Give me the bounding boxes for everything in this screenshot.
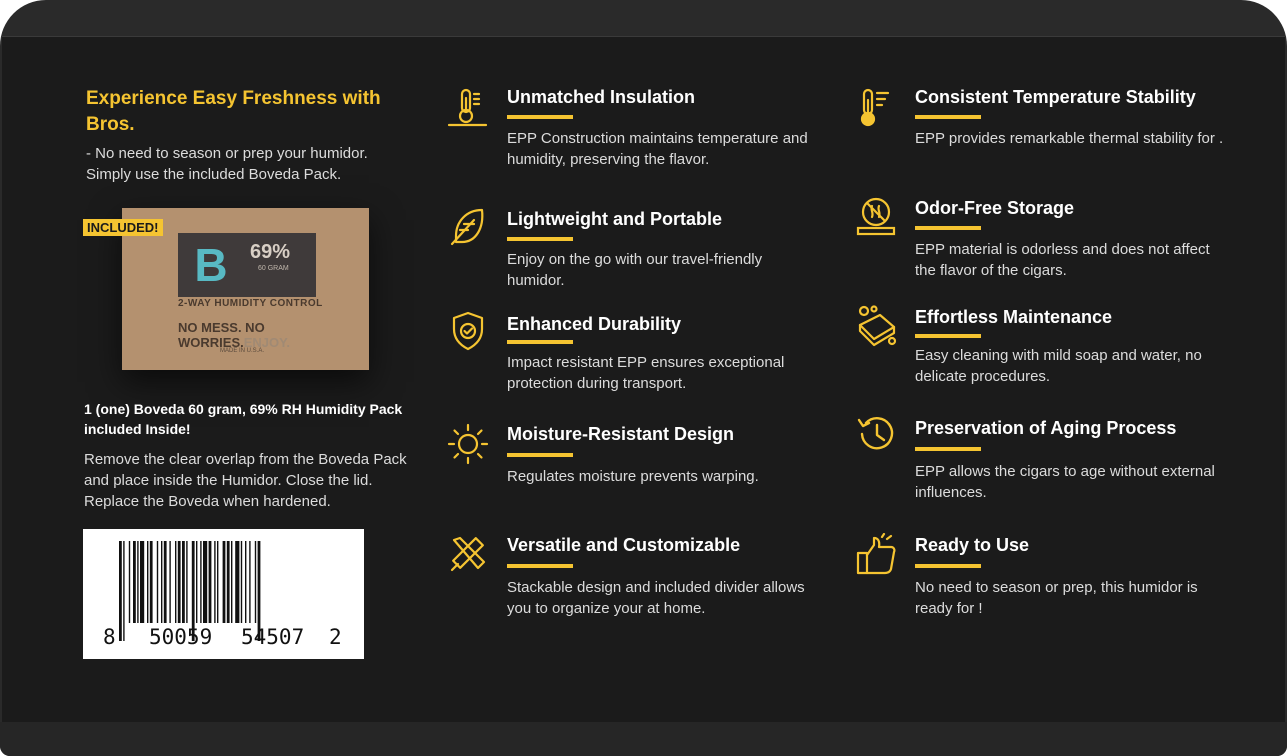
barcode-bar [223, 541, 226, 623]
barcode-bar [169, 541, 170, 623]
barcode-bar [217, 541, 218, 623]
thumbs-up-icon [854, 533, 898, 577]
left-title: Experience Easy Freshness with Bros. [86, 88, 381, 135]
barcode-bar [150, 541, 153, 623]
boveda-slogan [178, 320, 369, 350]
feature-desc: EPP provides remarkable thermal stability for . [915, 130, 1224, 147]
feature-desc: Enjoy on the go with our travel-friendly humidor. [507, 251, 763, 289]
ruler-pencil-icon [446, 532, 490, 576]
included-badge: INCLUDED! [83, 219, 163, 236]
feature-title: Moisture-Resistant Design [507, 424, 735, 444]
barcode-bar [241, 541, 242, 623]
feature-underline [915, 447, 981, 451]
barcode-bar [249, 541, 250, 623]
barcode-bar [137, 541, 138, 623]
feature-title: Consistent Temperature Stability [915, 87, 1196, 107]
barcode-bar [133, 541, 136, 623]
barcode-bar [178, 541, 181, 623]
barcode-bar [235, 541, 239, 623]
feather-icon [446, 204, 490, 248]
feature-title: Odor-Free Storage [915, 198, 1075, 218]
boveda-logo-letter: B [194, 239, 228, 291]
barcode-bar [227, 541, 230, 623]
barcode-bar [182, 541, 185, 623]
feature-desc: Regulates moisture prevents warping. [507, 468, 759, 485]
sun-icon [446, 422, 490, 466]
feature-underline [507, 453, 573, 457]
feature-underline [507, 237, 573, 241]
barcode-bar [255, 541, 256, 623]
barcode-bar [161, 541, 162, 623]
barcode-group-left: 50059 [149, 625, 213, 649]
barcode-bar [175, 541, 176, 623]
feature-title: Preservation of Aging Process [915, 418, 1177, 438]
feature-desc: Easy cleaning with mild soap and water, no delicate procedures. [915, 347, 1202, 385]
barcode-bar [209, 541, 212, 623]
barcode-bar [164, 541, 167, 623]
feature-desc: EPP material is odorless and does not affect the flavor of the cigars. [915, 241, 1210, 279]
feature-desc: EPP Construction maintains temperature and humidity, preserving the flavor. [507, 130, 808, 168]
feature-underline [915, 334, 981, 338]
barcode-bar [214, 541, 215, 623]
feature-title: Effortless Maintenance [915, 307, 1113, 327]
barcode-bar [147, 541, 148, 623]
feature-desc: Stackable design and included divider allows you to organize your at home. [507, 579, 805, 617]
barcode-group-right: 54507 [241, 625, 305, 649]
thermometer-gauge-icon [852, 86, 896, 130]
barcode-digit-last: 2 [329, 625, 342, 649]
feature-desc: EPP allows the cigars to age without external influences. [915, 463, 1215, 501]
barcode-bar [231, 541, 232, 623]
boveda-control-text: 2-WAY HUMIDITY CONTROL [178, 298, 323, 309]
barcode-bar [196, 541, 197, 623]
boveda-logo-block [178, 233, 316, 297]
boveda-gram: 60 GRAM [258, 265, 289, 272]
barcode-bar [157, 541, 158, 623]
barcode-bar [129, 541, 130, 623]
feature-underline [507, 564, 573, 568]
barcode-bars [83, 529, 364, 659]
barcode-bar [123, 541, 124, 641]
feature-title: Ready to Use [915, 535, 1030, 555]
boveda-slogan-main: NO MESS. NO WORRIES. [178, 320, 265, 350]
odor-free-icon [854, 194, 898, 238]
feature-title: Enhanced Durability [507, 314, 682, 334]
barcode-bar [200, 541, 201, 623]
feature-underline [915, 226, 981, 230]
barcode-bar [119, 541, 122, 641]
barcode-bar [203, 541, 207, 623]
barcode-bar [186, 541, 187, 623]
boveda-percent: 69% [250, 241, 291, 263]
barcode-digit-first: 8 [103, 625, 116, 649]
history-clock-icon [854, 412, 898, 456]
feature-underline [915, 564, 981, 568]
boveda-description: 1 (one) Boveda 60 gram, 69% RH Humidity Pack included Inside! [84, 401, 403, 437]
left-subtitle: - No need to season or prep your humidor. Simply use the included Boveda Pack. [86, 145, 368, 183]
barcode-bar [245, 541, 246, 623]
shield-check-icon [446, 309, 490, 353]
boveda-made-in: MADE IN U.S.A. [220, 348, 265, 354]
feature-desc: No need to season or prep, this humidor is ready for ! [915, 579, 1198, 617]
feature-underline [507, 115, 573, 119]
boveda-slogan-faint: ENJOY. [243, 335, 290, 350]
bottom-edge [0, 722, 1287, 756]
feature-underline [915, 115, 981, 119]
barcode-bar [140, 541, 144, 623]
feature-title: Versatile and Customizable [507, 535, 741, 555]
feature-title: Unmatched Insulation [507, 87, 696, 107]
soap-icon [854, 303, 898, 347]
boveda-instructions: Remove the clear overlap from the Boveda Pack and place inside the Humidor. Close the lid. Replace the Boveda when hardened. [84, 451, 407, 510]
barcode [83, 529, 364, 659]
thermometer-icon [446, 86, 490, 130]
feature-underline [507, 340, 573, 344]
feature-title: Lightweight and Portable [507, 209, 722, 229]
feature-desc: Impact resistant EPP ensures exceptional protection during transport. [507, 354, 785, 392]
